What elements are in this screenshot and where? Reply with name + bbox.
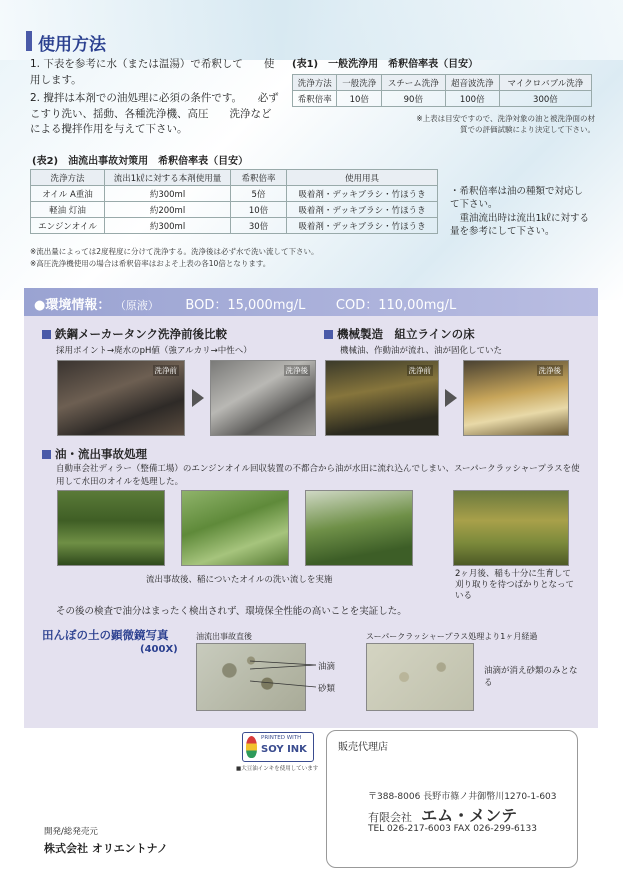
sales-agent-name [368, 803, 517, 826]
soy-ink-logo [242, 732, 314, 762]
table-cell: 希釈倍率 [293, 91, 337, 107]
table2 [30, 169, 438, 234]
table-header-cell: マイクロバブル洗浄 [499, 75, 591, 91]
title-marker [26, 31, 32, 51]
spill-description: 自動車会社ディラー（整備工場）のエンジンオイル回収装置の不都合から油が水田に流れ込んでしまい、スーパークラッシャープラスを使用して水田のオイルを処理した。 [56, 464, 580, 487]
table-cell: 約300ml [105, 186, 231, 202]
spill-result: その後の検査で油分はまったく検出されず、環境保全性能の高いことを実証した。 [56, 606, 407, 617]
soy-note: ■大豆油インキを使用しています [236, 766, 319, 772]
section-marker [324, 330, 333, 339]
table2-note-1: ※流出量によっては2度程度に分けて洗浄する。洗浄後は必ず水で洗い流して下さい。 [30, 247, 319, 256]
tank-before-photo [57, 360, 185, 436]
oil-droplet-label: 油滴 [318, 662, 336, 672]
side-note-2: 重油流出時は流出1㎘に対する 量を参考にして下さい。 [450, 213, 609, 237]
micro-pointer-lines [250, 655, 320, 695]
arrow-icon [445, 389, 457, 407]
micro-right-note: 油滴が消え砂類のみとなる [484, 666, 578, 688]
side-note-1: ・希釈倍率は油の種類で対応し て下さい。 [450, 186, 603, 210]
table-header-cell: 使用用具 [287, 170, 438, 186]
sales-agent-phone: TEL 026-217-6003 FAX 026-299-6133 [368, 824, 537, 834]
sales-agent-label: 販売代理店 [338, 742, 388, 753]
micro-title: 田んぼの土の顕微鏡写真 [42, 628, 169, 642]
table-header-cell: 流出1㎘に対する本剤使用量 [105, 170, 231, 186]
environment-heading: ●環境情報： [34, 298, 111, 313]
table-cell: オイル A重油 [31, 186, 105, 202]
table-cell: 5倍 [231, 186, 287, 202]
table-cell: 30倍 [231, 218, 287, 234]
usage-item-2: 2. 攪拌は本剤での油処理に必須の条件です。 必ずこすり洗い、揺動、各種洗浄機、高圧 洗浄などによる攪拌作用を与えて下さい。 [30, 92, 279, 135]
table-cell: 約300ml [105, 218, 231, 234]
photo-label: 洗浄後 [538, 366, 561, 375]
spill-photo-4 [453, 490, 569, 566]
table2-caption: (表2) 油流出事故対策用 希釈倍率表（目安） [32, 156, 249, 167]
table-row [31, 186, 438, 202]
company-type: 有限会社 [368, 811, 412, 824]
table-cell: 100倍 [445, 91, 499, 107]
tank-section-title [42, 326, 227, 342]
page-title: 使用方法 [38, 35, 106, 55]
environment-sub: （原液） [114, 299, 159, 312]
table-row [31, 202, 438, 218]
table1-note: ※上表は目安ですので、洗浄対象の油と被洗浄面の材質での評価試験により決定して下さい。 [416, 114, 595, 134]
tank-title-text: 鉄鋼メーカータンク洗浄前後比較 [55, 327, 228, 341]
table-cell: 90倍 [381, 91, 445, 107]
table2-header-row [31, 170, 438, 186]
table1-header-row [293, 75, 592, 91]
machine-description: 機械油、作動油が流れ、油が固化していた [340, 346, 503, 356]
spill-photo-3 [305, 490, 413, 566]
section-marker [42, 450, 51, 459]
sales-agent-address: 〒388-8006 長野市篠ノ井御幣川1270-1-603 [368, 792, 557, 802]
soy-main-text: SOY INK [261, 744, 307, 755]
spill-photo-2 [181, 490, 289, 566]
table-cell: 300倍 [499, 91, 591, 107]
developer-label: 開発/総発売元 [44, 827, 98, 837]
table-header-cell: 希釈倍率 [231, 170, 287, 186]
section-marker [42, 330, 51, 339]
spill-caption-1: 流出事故後、稲についたオイルの洗い流しを実施 [146, 575, 333, 585]
table-header-cell: 超音波洗浄 [445, 75, 499, 91]
table-header-cell: 洗浄方法 [293, 75, 337, 91]
machine-title-text: 機械製造 組立ラインの床 [337, 327, 475, 341]
arrow-icon [192, 389, 204, 407]
table-row [31, 218, 438, 234]
spill-section-title [42, 446, 147, 462]
table-cell: 10倍 [231, 202, 287, 218]
soy-drop-icon [246, 736, 257, 758]
environment-header [24, 288, 598, 316]
table-cell: 軽油 灯油 [31, 202, 105, 218]
machine-before-photo [325, 360, 439, 436]
usage-item-1: 1. 下表を参考に水（または温湯）で希釈して 使用します。 [30, 58, 275, 86]
soy-top-text: PRINTED WITH [261, 735, 302, 741]
sand-label: 砂類 [318, 684, 336, 694]
table-cell: 吸着剤・デッキブラシ・竹ほうき [287, 218, 438, 234]
developer-company: 株式会社 オリエントナノ [44, 842, 168, 855]
micro-magnification: (400X) [140, 644, 178, 655]
spill-title-text: 油・流出事故処理 [55, 447, 147, 461]
micro-right-photo [366, 643, 474, 711]
tank-after-photo [210, 360, 316, 436]
micro-left-caption: 油流出事故直後 [196, 632, 252, 641]
table1 [292, 74, 592, 107]
table-row [293, 91, 592, 107]
machine-after-photo [463, 360, 569, 436]
table1-caption: (表1) 一般洗浄用 希釈倍率表（目安） [292, 59, 479, 70]
company-name: エム・メンテ [421, 806, 518, 825]
bod-value: BOD：15,000mg/L [185, 298, 306, 313]
table-header-cell: 洗浄方法 [31, 170, 105, 186]
table-cell: 吸着剤・デッキブラシ・竹ほうき [287, 186, 438, 202]
tank-description: 採用ポイント→廃水のpH値（強アルカリ→中性へ） [56, 346, 252, 356]
spill-photo-1 [57, 490, 165, 566]
photo-label: 洗浄前 [154, 366, 177, 375]
table2-note-2: ※高圧洗浄機使用の場合は希釈倍率はおよそ上表の各10倍となります。 [30, 259, 271, 268]
table-cell: 10倍 [337, 91, 381, 107]
micro-right-caption: スーパークラッシャープラス処理より1ヶ月経過 [366, 632, 538, 641]
table-header-cell: スチーム洗浄 [381, 75, 445, 91]
cod-value: COD：110,00mg/L [335, 298, 457, 313]
table-cell: 約200ml [105, 202, 231, 218]
spill-caption-2: 2ヶ月後、稲も十分に生育して刈り取りを待つばかりとなっている [455, 569, 575, 601]
table-cell: エンジンオイル [31, 218, 105, 234]
table-cell: 吸着剤・デッキブラシ・竹ほうき [287, 202, 438, 218]
photo-label: 洗浄前 [408, 366, 431, 375]
machine-section-title [324, 326, 475, 342]
photo-label: 洗浄後 [285, 366, 308, 375]
table-header-cell: 一般洗浄 [337, 75, 381, 91]
